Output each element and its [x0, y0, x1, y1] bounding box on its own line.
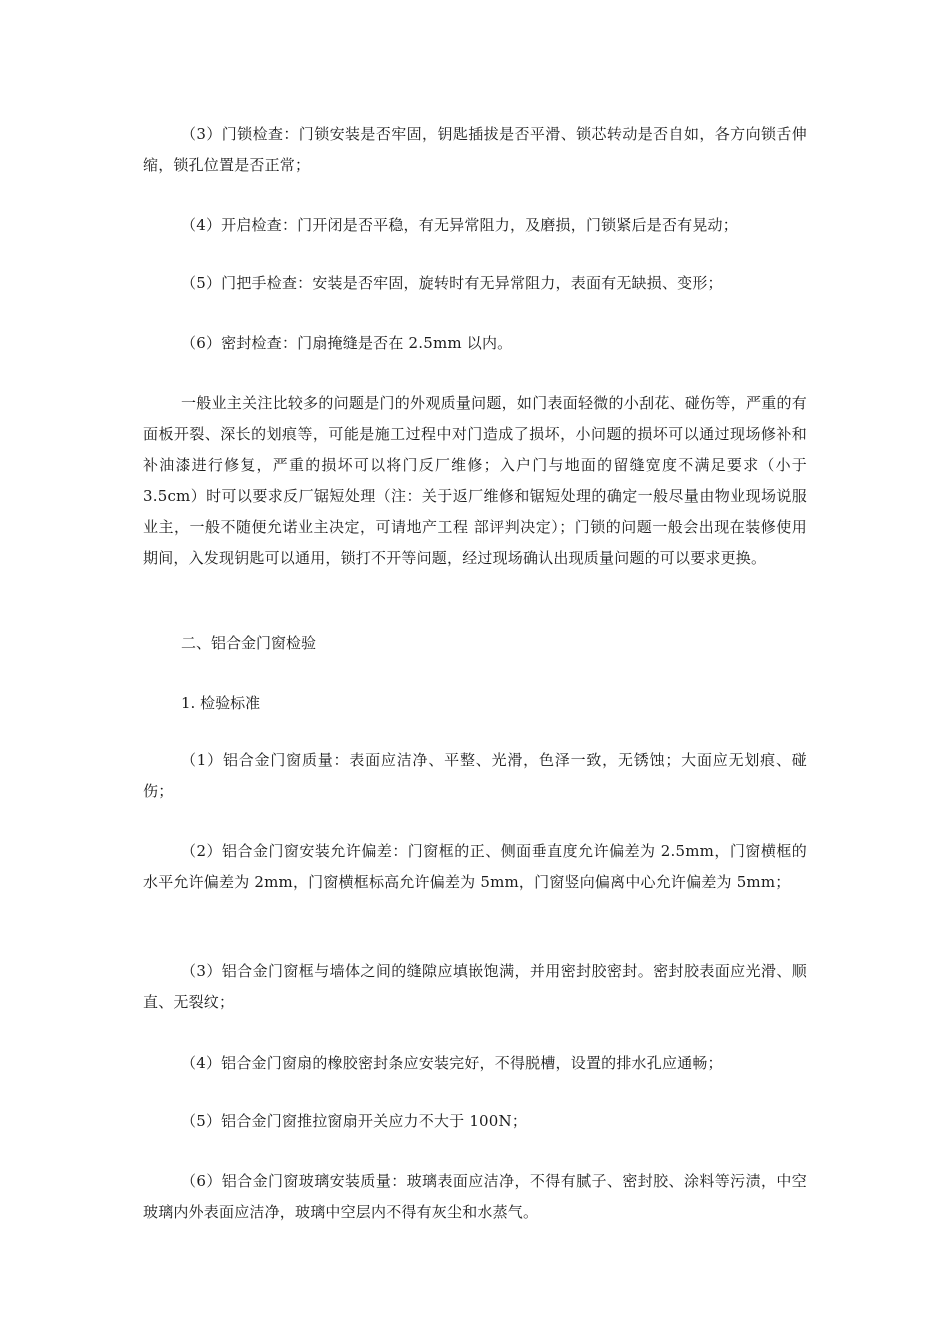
section-heading-aluminum-windows: 二、铝合金门窗检验 — [181, 634, 317, 652]
paragraph-seal-check: （6）密封检查：门扇掩缝是否在 2.5mm 以内。 — [181, 334, 513, 352]
paragraph-opening-check: （4）开启检查：门开闭是否平稳，有无异常阻力，及磨损，门锁紧后是否有晃动； — [181, 216, 738, 234]
paragraph-installation-tolerance: （2）铝合金门窗安装允许偏差：门窗框的正、侧面垂直度允许偏差为 2.5mm，门窗横框的水平允许偏差为 2mm，门窗横框标高允许偏差为 5mm，门窗竖向偏离中心允许偏差为 5mm； — [143, 842, 807, 891]
paragraph-frame-gap-seal: （3）铝合金门窗框与墙体之间的缝隙应填嵌饱满，并用密封胶密封。密封胶表面应光滑、顺直、无裂纹； — [143, 962, 807, 1011]
paragraph-appearance-issues: 一般业主关注比较多的问题是门的外观质量问题，如门表面轻微的小刮花、碰伤等，严重的有面板开裂、深长的划痕等，可能是施工过程中对门造成了损坏，小问题的损坏可以通过现场修补和补油漆进行修复，严重的损坏可以将门反厂维修；入户门与地面的留缝宽度不满足要求（小于 3.5cm）时可以要求反厂锯短处理（注：关于返厂维修和锯短处理的确定一般尽量由物业现场说服业主，一般不随便允诺业主决定，可请地产工程 部评判决定）；门锁的问题一般会出现在装修使用期间，入发现钥匙可以通用，锁打不开等问题，经过现场确认出现质量问题的可以要求更换。 — [143, 394, 807, 567]
paragraph-door-lock-check: （3）门锁检查：门锁安装是否牢固，钥匙插拔是否平滑、锁芯转动是否自如，各方向锁舌伸缩，锁孔位置是否正常； — [143, 125, 807, 174]
paragraph-sliding-force: （5）铝合金门窗推拉窗扇开关应力不大于 100N； — [181, 1112, 528, 1130]
paragraph-glass-quality: （6）铝合金门窗玻璃安装质量：玻璃表面应洁净，不得有腻子、密封胶、涂料等污渍，中空玻璃内外表面应洁净，玻璃中空层内不得有灰尘和水蒸气。 — [143, 1172, 807, 1221]
paragraph-aluminum-quality: （1）铝合金门窗质量：表面应洁净、平整、光滑，色泽一致，无锈蚀；大面应无划痕、碰伤； — [143, 751, 807, 800]
paragraph-rubber-seal-strip: （4）铝合金门窗扇的橡胶密封条应安装完好，不得脱槽，设置的排水孔应通畅； — [181, 1054, 723, 1072]
paragraph-handle-check: （5）门把手检查：安装是否牢固，旋转时有无异常阻力，表面有无缺损、变形； — [181, 274, 723, 292]
subsection-heading-inspection-standard: 1. 检验标准 — [181, 694, 261, 712]
